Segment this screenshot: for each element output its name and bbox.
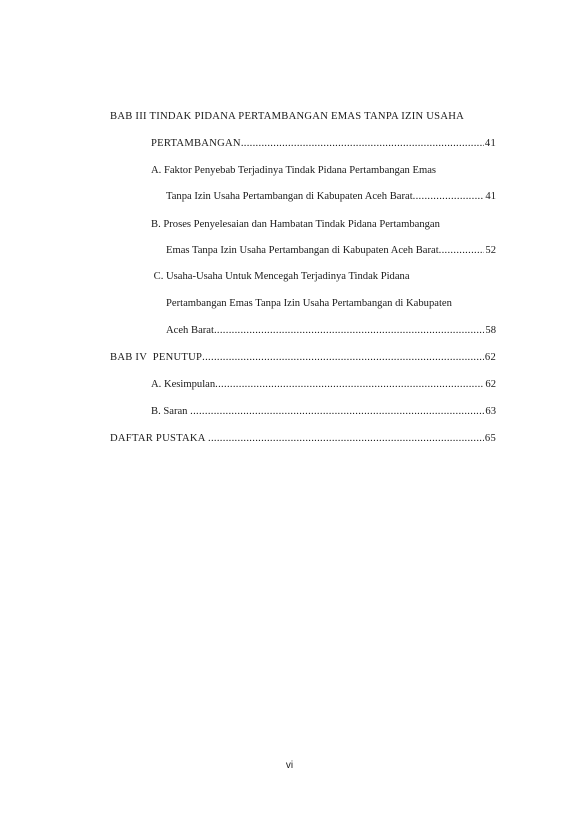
bab3-section-c-line2: Pertambangan Emas Tanpa Izin Usaha Pertambangan di Kabupaten	[166, 298, 452, 309]
bab3-heading-continued[interactable]	[151, 137, 496, 151]
entry-text: B. Saran	[151, 406, 191, 417]
dot-leader	[208, 432, 484, 446]
daftar-pustaka[interactable]	[110, 432, 496, 446]
entry-text: DAFTAR PUSTAKA	[110, 433, 209, 444]
footer-page-number: vi	[285, 760, 294, 771]
entry-text: Emas Tanpa Izin Usaha Pertambangan di Kabupaten Aceh Barat	[166, 245, 439, 256]
bab3-section-b-line1: B. Proses Penyelesaian dan Hambatan Tindak Pidana Pertambangan	[151, 219, 440, 230]
page-number: 52	[485, 245, 496, 256]
dot-leader	[215, 378, 484, 392]
bab4-section-b[interactable]	[151, 405, 496, 419]
page-number: 58	[485, 325, 496, 336]
dot-leader	[241, 137, 484, 151]
dot-leader	[413, 190, 485, 204]
entry-text: PERTAMBANGAN	[151, 138, 241, 149]
bab3-heading: BAB III TINDAK PIDANA PERTAMBANGAN EMAS TANPA IZIN USAHA	[110, 111, 465, 122]
bab4-heading[interactable]	[110, 351, 496, 365]
page-number: 41	[485, 191, 496, 202]
bab4-section-a[interactable]	[151, 378, 496, 392]
page-number: 41	[484, 138, 496, 149]
bab3-section-a-line1: A. Faktor Penyebab Terjadinya Tindak Pidana Pertambangan Emas	[151, 165, 437, 176]
dot-leader	[439, 244, 485, 258]
page-number: 63	[485, 406, 496, 417]
bab3-section-c[interactable]	[166, 324, 496, 338]
bab3-section-a[interactable]	[166, 190, 496, 204]
bab3-section-b[interactable]	[166, 244, 496, 258]
page-number: 62	[484, 352, 496, 363]
entry-text: Tanpa Izin Usaha Pertambangan di Kabupaten Aceh Barat	[166, 191, 413, 202]
page-number: 65	[484, 433, 496, 444]
entry-text: A. Kesimpulan	[151, 379, 216, 390]
dot-leader	[190, 405, 484, 419]
page-number: 62	[485, 379, 496, 390]
entry-text: BAB IV PENUTUP	[110, 352, 203, 363]
bab3-section-c-line1: C. Usaha-Usaha Untuk Mencegah Terjadinya Tindak Pidana	[151, 271, 410, 282]
entry-text: Aceh Barat	[166, 325, 214, 336]
dot-leader	[202, 351, 484, 365]
dot-leader	[214, 324, 484, 338]
